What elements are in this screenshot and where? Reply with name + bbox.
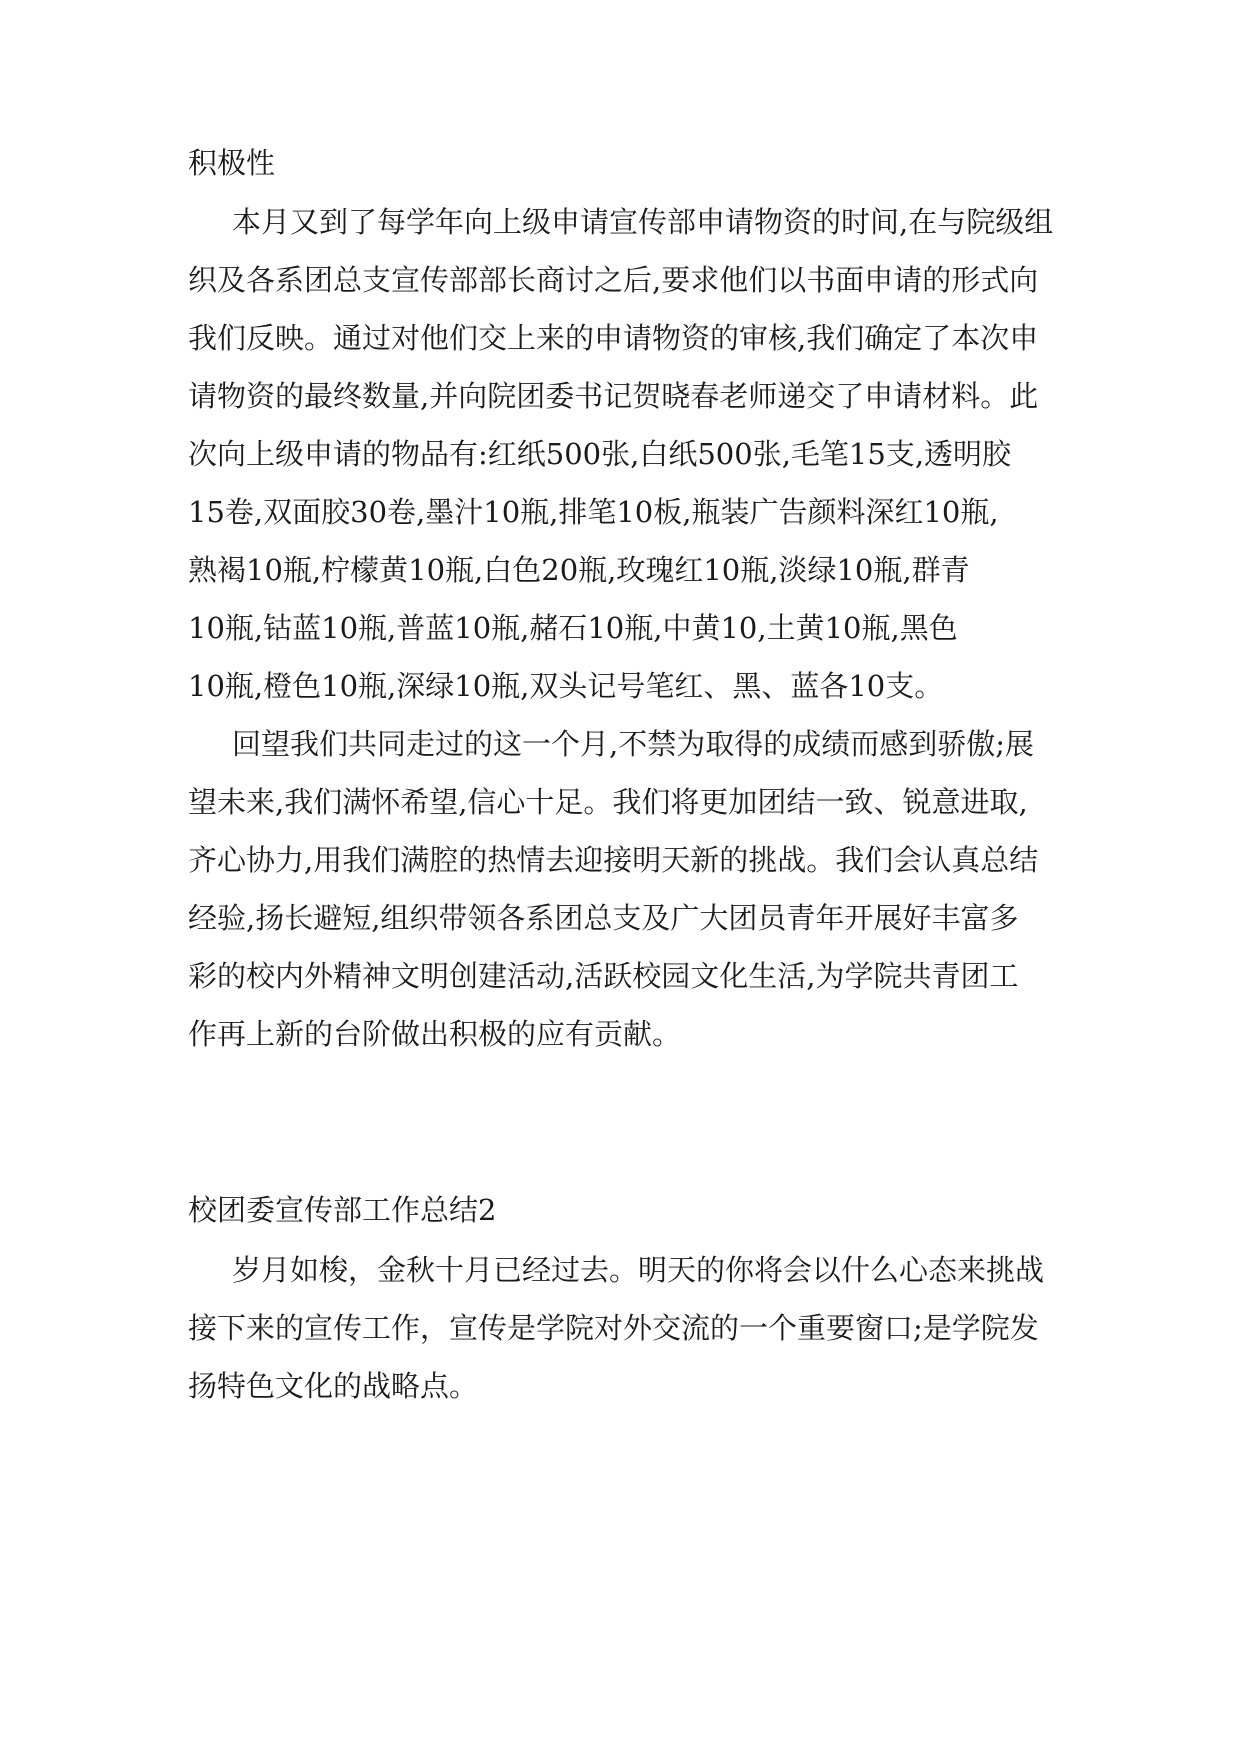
paragraph-line: 彩的校内外精神文明创建活动,活跃校园文化生活,为学院共青团工 xyxy=(188,959,1019,993)
paragraph-line: 请物资的最终数量,并向院团委书记贺晓春老师递交了申请材料。此 xyxy=(188,379,1039,413)
paragraph-line: 岁月如梭，金秋十月已经过去。明天的你将会以什么心态来挑战 xyxy=(232,1253,1045,1287)
paragraph-line: 扬特色文化的战略点。 xyxy=(188,1369,479,1403)
heading-continuation: 积极性 xyxy=(188,146,276,180)
paragraph-line: 熟褐10瓶,柠檬黄10瓶,白色20瓶,玫瑰红10瓶,淡绿10瓶,群青 xyxy=(188,553,970,587)
paragraph-line: 10瓶,钴蓝10瓶,普蓝10瓶,赭石10瓶,中黄10,土黄10瓶,黑色 xyxy=(188,611,958,645)
paragraph-line: 回望我们共同走过的这一个月,不禁为取得的成绩而感到骄傲;展 xyxy=(232,727,1034,761)
paragraph-line: 作再上新的台阶做出积极的应有贡献。 xyxy=(188,1017,682,1051)
paragraph-line: 10瓶,橙色10瓶,深绿10瓶,双头记号笔红、黑、蓝各10支。 xyxy=(188,669,944,703)
paragraph-line: 我们反映。通过对他们交上来的申请物资的审核,我们确定了本次申 xyxy=(188,321,1039,355)
paragraph-line: 接下来的宣传工作，宣传是学院对外交流的一个重要窗口;是学院发 xyxy=(188,1311,1039,1345)
section-title: 校团委宣传部工作总结2 xyxy=(188,1193,497,1227)
paragraph-line: 15卷,双面胶30卷,墨汁10瓶,排笔10板,瓶装广告颜料深红10瓶, xyxy=(188,495,999,529)
paragraph-line: 本月又到了每学年向上级申请宣传部申请物资的时间,在与院级组 xyxy=(232,205,1054,239)
paragraph-line: 次向上级申请的物品有:红纸500张,白纸500张,毛笔15支,透明胶 xyxy=(188,437,1012,471)
paragraph-line: 望未来,我们满怀希望,信心十足。我们将更加团结一致、锐意进取, xyxy=(188,785,1028,819)
paragraph-line: 经验,扬长避短,组织带领各系团总支及广大团员青年开展好丰富多 xyxy=(188,901,1019,935)
paragraph-line: 齐心协力,用我们满腔的热情去迎接明天新的挑战。我们会认真总结 xyxy=(188,843,1039,877)
paragraph-line: 织及各系团总支宣传部部长商讨之后,要求他们以书面申请的形式向 xyxy=(188,263,1039,297)
